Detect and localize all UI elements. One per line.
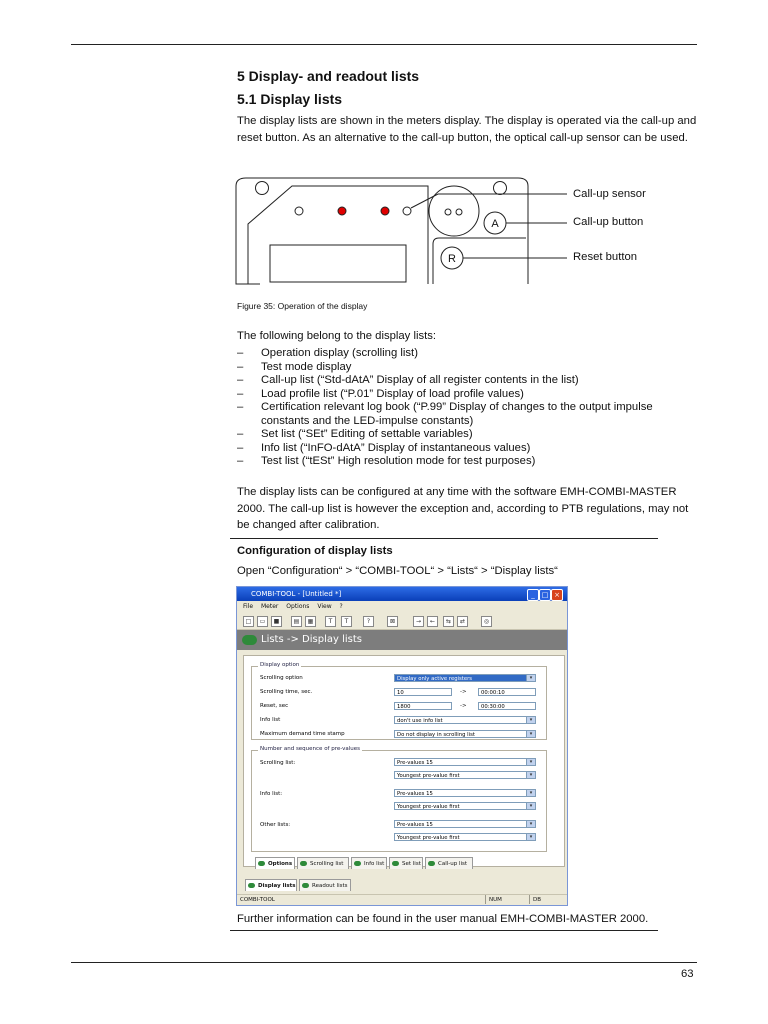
transfer-icon[interactable]: → bbox=[413, 616, 424, 627]
reset-label: Reset, sec bbox=[260, 703, 289, 709]
chevron-down-icon[interactable]: ▾ bbox=[526, 803, 535, 809]
tab-options[interactable] bbox=[255, 857, 295, 869]
tab-display-lists[interactable] bbox=[245, 879, 297, 891]
tab-readout-lists-label: Readout lists bbox=[312, 883, 348, 889]
tab-call-up-list[interactable] bbox=[425, 857, 473, 869]
tab-set-list[interactable] bbox=[389, 857, 423, 869]
tab-call-up-list-label: Call-up list bbox=[438, 861, 468, 867]
chevron-down-icon[interactable]: ▾ bbox=[526, 717, 535, 723]
callout-call-up-sensor: Call-up sensor bbox=[573, 188, 646, 200]
reset-result: 00:30:00 bbox=[478, 702, 536, 710]
transfer-icon[interactable]: ⇄ bbox=[457, 616, 468, 627]
callout-reset-button: Reset button bbox=[573, 251, 638, 263]
scrolling-option-label: Scrolling option bbox=[260, 675, 303, 681]
figure-caption: Figure 35: Operation of the display bbox=[237, 301, 368, 311]
scrolling-option-value: Display only active registers bbox=[397, 676, 473, 682]
info-list-value: don't use info list bbox=[397, 718, 443, 724]
other-lists-count-value: Pre-values 15 bbox=[397, 822, 433, 828]
tab-readout-lists[interactable] bbox=[299, 879, 351, 891]
list-item: – Test mode display bbox=[237, 360, 352, 373]
window-title: COMBI-TOOL - [Untitled *] bbox=[251, 590, 342, 598]
config-paragraph: The display lists can be configured at any time with the software EMH-COMBI-MASTER 2000. The call-up list is however the exception and, according to PTB regulations, may not be changed after calibration. bbox=[237, 486, 689, 531]
combi-tool-window bbox=[236, 586, 568, 906]
prevalues-info-list-label: Info list: bbox=[260, 791, 283, 797]
window-titlebar bbox=[237, 587, 567, 601]
new-file-icon[interactable]: □ bbox=[243, 616, 254, 627]
scrolling-option-select[interactable] bbox=[394, 674, 536, 682]
help-icon[interactable]: ? bbox=[363, 616, 374, 627]
tab-set-list-label: Set list bbox=[402, 861, 421, 867]
set-list-tab-icon bbox=[392, 861, 399, 866]
config-top-rule bbox=[230, 538, 658, 539]
led-indicator bbox=[381, 207, 389, 215]
list-item: – Certification relevant log book (“P.99” Display of changes to the output impulse constants and the LED-impulse constants) bbox=[237, 401, 653, 427]
config-heading: Configuration of display lists bbox=[237, 545, 393, 557]
display-lists bbox=[237, 347, 677, 469]
info-list-count-select[interactable] bbox=[394, 789, 536, 797]
other-lists-count-select[interactable] bbox=[394, 820, 536, 828]
list-item: – Call-up list (“Std-dAtA” Display of all register contents in the list) bbox=[237, 374, 579, 386]
chevron-down-icon[interactable]: ▾ bbox=[526, 821, 535, 827]
display-lists-tab-icon bbox=[248, 883, 255, 888]
scrolling-list-tab-icon bbox=[300, 861, 307, 866]
scrolling-list-count-select[interactable] bbox=[394, 758, 536, 766]
prevalues-group-label: Number and sequence of pre-values bbox=[260, 746, 360, 752]
info-list-order-value: Youngest pre-value first bbox=[397, 804, 460, 810]
status-num: NUM bbox=[485, 895, 529, 904]
led-indicator bbox=[295, 207, 303, 215]
tab-options-label: Options bbox=[268, 861, 293, 867]
other-lists-order-value: Youngest pre-value first bbox=[397, 835, 460, 841]
scrolling-list-order-value: Youngest pre-value first bbox=[397, 773, 460, 779]
callout-call-up-button: Call-up button bbox=[573, 216, 644, 228]
menu-view[interactable]: View bbox=[317, 603, 332, 610]
max-demand-select[interactable] bbox=[394, 730, 536, 738]
config-instruction: Open “Configuration“ > “COMBI-TOOL“ > “Lists“ > “Display lists“ bbox=[237, 565, 558, 577]
minimize-icon[interactable]: _ bbox=[527, 589, 539, 601]
chevron-down-icon[interactable]: ▾ bbox=[526, 675, 535, 681]
reset-arrow: -> bbox=[460, 703, 467, 709]
scrolling-time-input[interactable]: 10 bbox=[394, 688, 452, 696]
list-item: – Set list (“SEt” Editing of settable variables) bbox=[237, 428, 473, 440]
further-info: Further information can be found in the user manual EMH-COMBI-MASTER 2000. bbox=[237, 913, 649, 925]
list-item: – Info list (“InFO-dAtA” Display of instantaneous values) bbox=[237, 441, 531, 454]
options-panel bbox=[243, 655, 565, 867]
prevalues-other-lists-label: Other lists: bbox=[260, 822, 291, 828]
menu-file[interactable]: File bbox=[243, 603, 254, 610]
list-item: – Load profile list (“P.01” Display of load profile values) bbox=[237, 387, 524, 400]
other-lists-order-select[interactable] bbox=[394, 833, 536, 841]
transfer-icon[interactable]: ← bbox=[427, 616, 438, 627]
chevron-down-icon[interactable]: ▾ bbox=[526, 772, 535, 778]
settings-icon[interactable]: ◎ bbox=[481, 616, 492, 627]
list-item: – Operation display (scrolling list) bbox=[237, 347, 418, 359]
tab-scrolling-list-label: Scrolling list bbox=[310, 861, 344, 867]
menu-options[interactable]: Options bbox=[286, 603, 310, 610]
maximize-icon[interactable]: □ bbox=[539, 589, 551, 601]
options-tab-icon bbox=[258, 861, 265, 866]
lists-banner bbox=[237, 630, 567, 650]
close-icon[interactable]: × bbox=[551, 589, 563, 601]
scrolling-list-order-select[interactable] bbox=[394, 771, 536, 779]
emh-logo-icon bbox=[242, 635, 257, 645]
status-code: DB bbox=[529, 895, 567, 904]
menu-meter[interactable]: Meter bbox=[260, 603, 279, 610]
reset-input[interactable]: 1800 bbox=[394, 702, 452, 710]
tab-info-list[interactable] bbox=[351, 857, 387, 869]
tab-display-lists-label: Display lists bbox=[258, 883, 296, 889]
time-t-icon[interactable]: T bbox=[325, 616, 336, 627]
info-list-order-select[interactable] bbox=[394, 802, 536, 810]
call-up-sensor-dot bbox=[403, 207, 411, 215]
toolbar bbox=[237, 613, 567, 630]
scrolling-time-arrow: -> bbox=[460, 689, 467, 695]
casing-hole-left bbox=[256, 182, 269, 195]
print-icon[interactable]: ▦ bbox=[305, 616, 316, 627]
menu-bar bbox=[237, 602, 567, 612]
status-bar bbox=[237, 894, 567, 905]
info-list-select[interactable] bbox=[394, 716, 536, 724]
max-demand-label: Maximum demand time stamp bbox=[260, 731, 345, 737]
led-indicator bbox=[338, 207, 346, 215]
banner-title: Lists -> Display lists bbox=[261, 634, 362, 645]
scrolling-time-label: Scrolling time, sec. bbox=[260, 689, 313, 695]
tab-info-list-label: Info list bbox=[364, 861, 385, 867]
call-up-list-tab-icon bbox=[428, 861, 435, 866]
chevron-down-icon[interactable]: ▾ bbox=[526, 790, 535, 796]
info-list-tab-icon bbox=[354, 861, 361, 866]
call-up-button-label: A bbox=[491, 218, 499, 230]
casing-hole-right bbox=[494, 182, 507, 195]
status-app-name: COMBI-TOOL bbox=[240, 897, 275, 903]
chevron-down-icon[interactable]: ▾ bbox=[526, 759, 535, 765]
info-list-count-value: Pre-values 15 bbox=[397, 791, 433, 797]
intro-paragraph: The display lists are shown in the meters display. The display is operated via the call-up and reset button. As an alternative to the call-up button, the optical call-up sensor can be used. bbox=[237, 115, 697, 144]
scrolling-time-result: 00:00:10 bbox=[478, 688, 536, 696]
list-item: – Test list (“tESt” High resolution mode for test purposes) bbox=[237, 455, 536, 467]
readout-lists-tab-icon bbox=[302, 883, 309, 888]
footer-rule bbox=[71, 962, 697, 963]
info-list-label: Info list bbox=[260, 717, 281, 723]
list-intro: The following belong to the display lists: bbox=[237, 330, 437, 342]
section-heading: 5 Display- and readout lists bbox=[237, 68, 420, 84]
save-icon[interactable]: ■ bbox=[271, 616, 282, 627]
open-folder-icon[interactable]: ▭ bbox=[257, 616, 268, 627]
preview-icon[interactable]: ▤ bbox=[291, 616, 302, 627]
subsection-heading: 5.1 Display lists bbox=[237, 91, 343, 107]
connect-icon[interactable]: ⊠ bbox=[387, 616, 398, 627]
lcd-window bbox=[270, 245, 406, 282]
display-panel-outline bbox=[248, 186, 428, 284]
transfer-icon[interactable]: ⇆ bbox=[443, 616, 454, 627]
config-bottom-rule bbox=[230, 930, 658, 931]
menu-help[interactable]: ? bbox=[339, 603, 343, 610]
reset-button-label: R bbox=[448, 253, 456, 265]
display-option-group-label: Display option bbox=[260, 662, 300, 668]
prevalues-scrolling-list-label: Scrolling list: bbox=[260, 760, 296, 766]
scrolling-list-count-value: Pre-values 15 bbox=[397, 760, 433, 766]
page-number: 63 bbox=[681, 968, 694, 980]
time-m-icon[interactable]: T bbox=[341, 616, 352, 627]
tab-scrolling-list[interactable] bbox=[297, 857, 349, 869]
header-rule bbox=[71, 44, 697, 45]
chevron-down-icon[interactable]: ▾ bbox=[526, 834, 535, 840]
max-demand-value: Do not display in scrolling list bbox=[397, 732, 475, 738]
chevron-down-icon[interactable]: ▾ bbox=[526, 731, 535, 737]
